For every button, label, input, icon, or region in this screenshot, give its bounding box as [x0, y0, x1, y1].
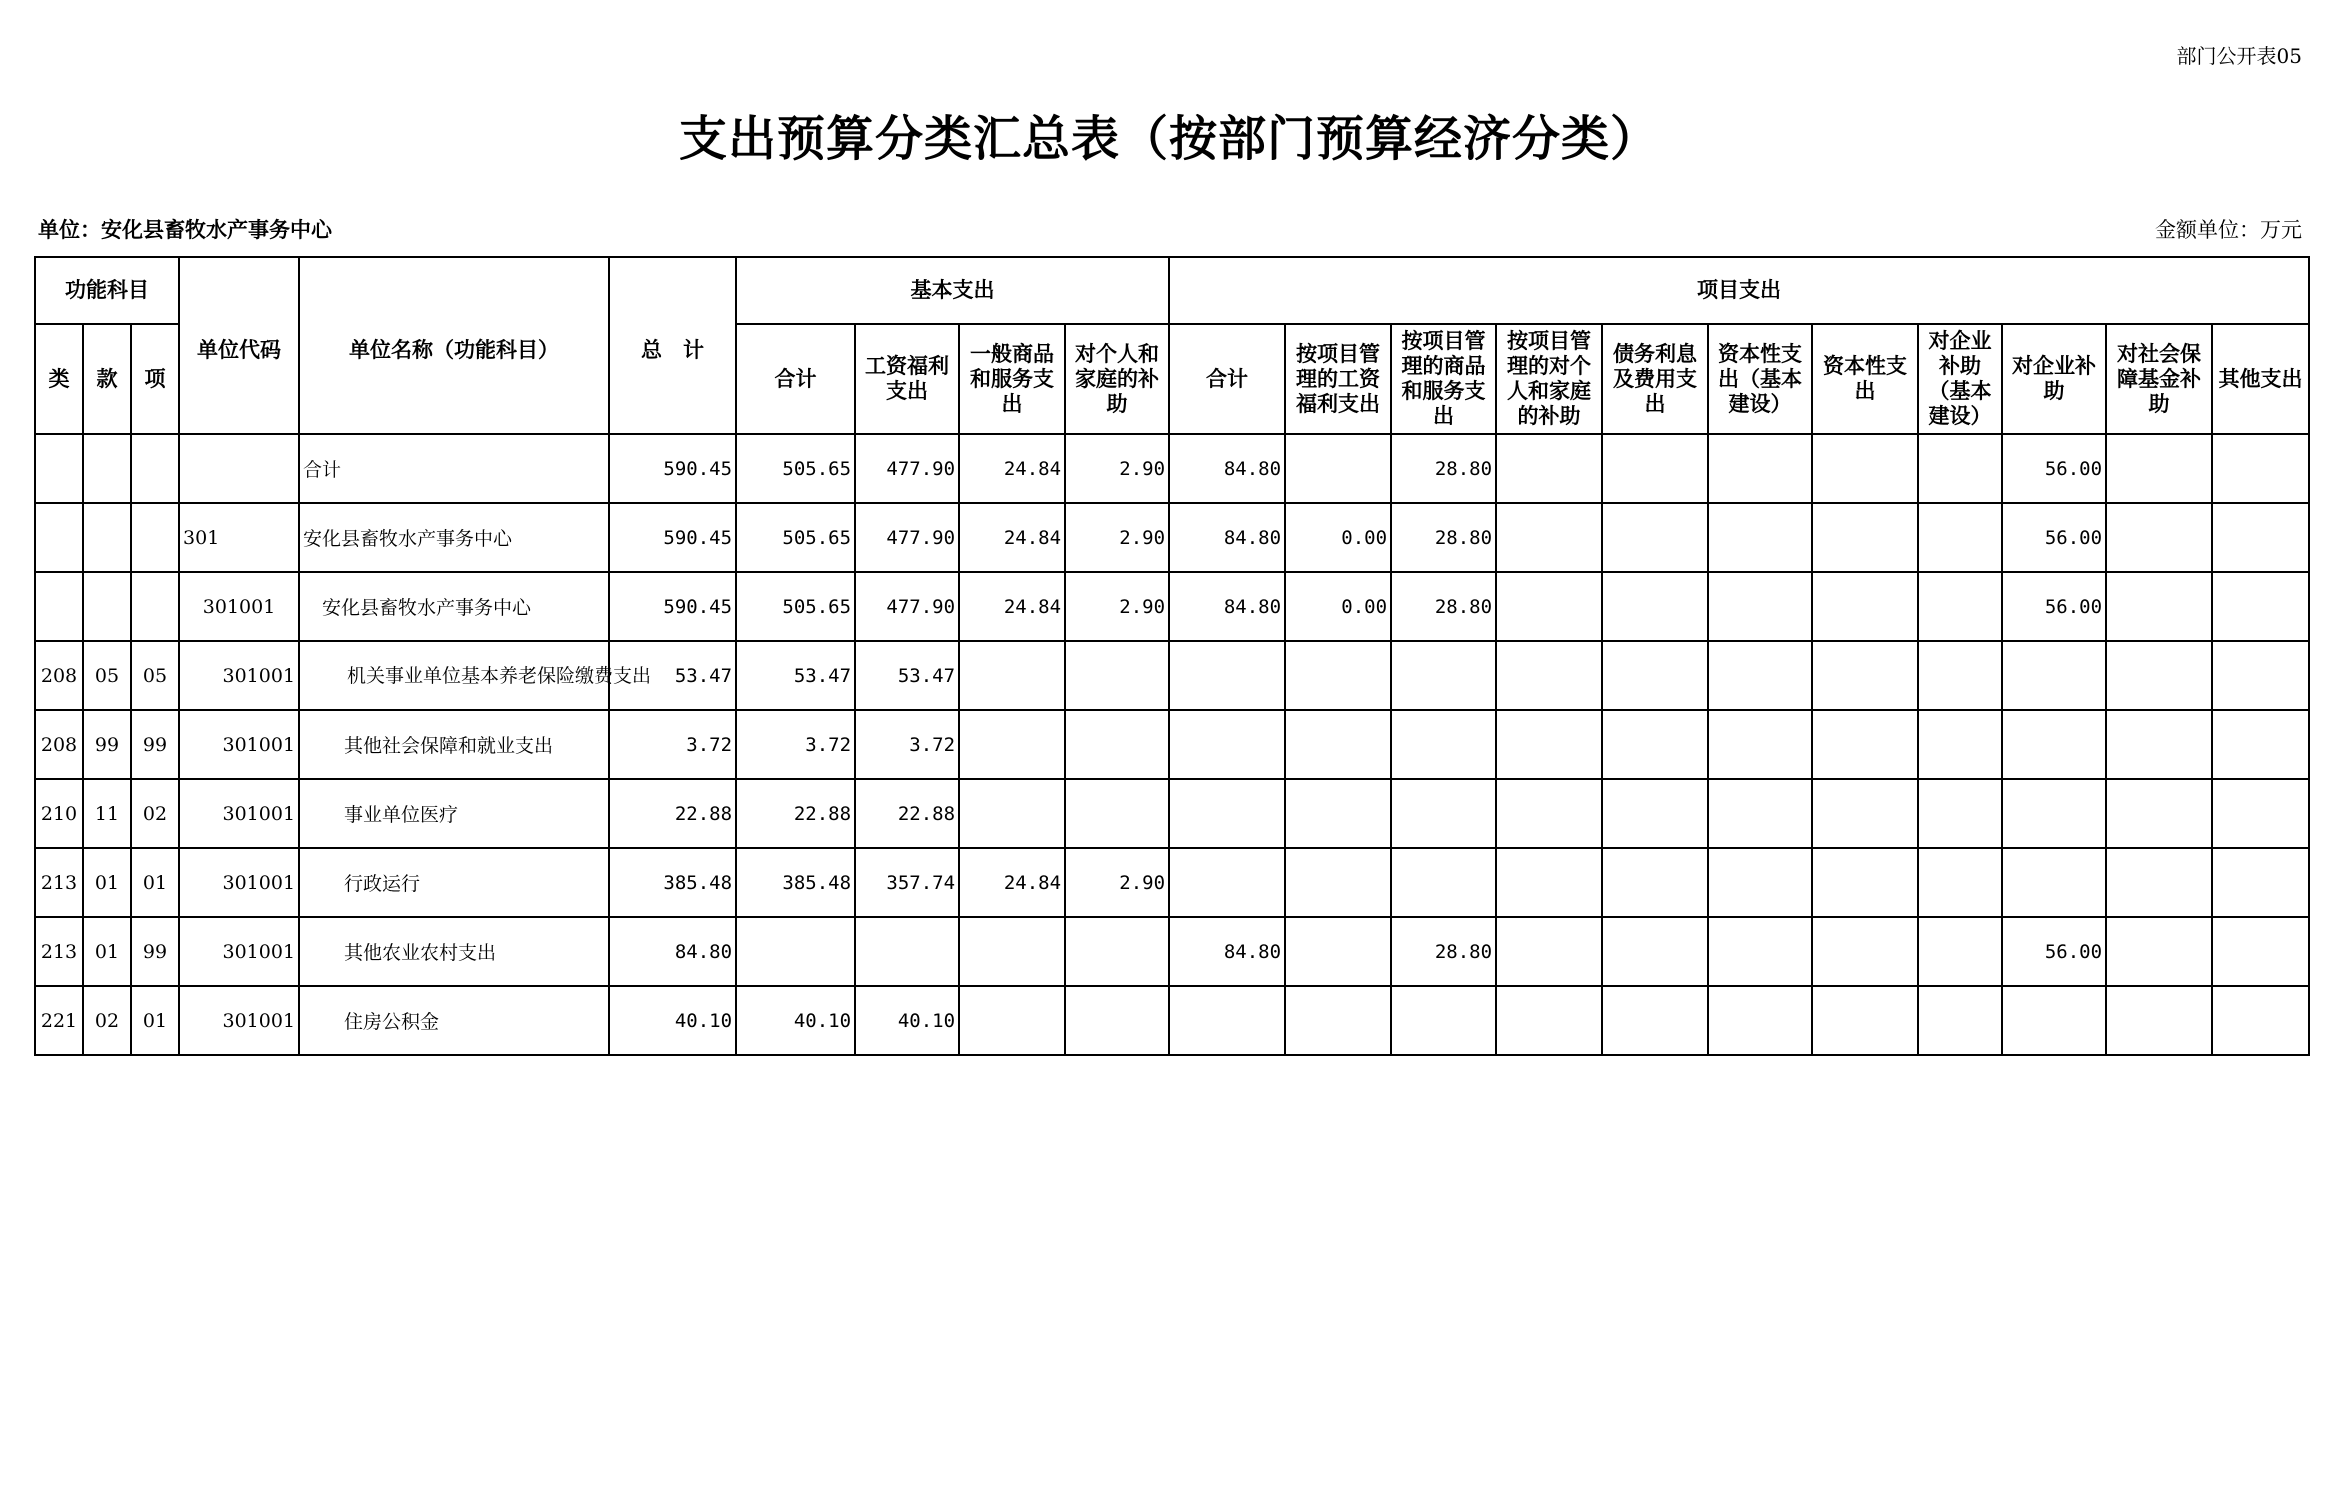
cell-basic-sum: 505.65 [736, 572, 855, 641]
cell-project-capital [1812, 641, 1918, 710]
cell-project-sum: 84.80 [1169, 572, 1285, 641]
header-project-social-security: 对社会保障基金补助 [2106, 324, 2212, 434]
cell-lei [35, 503, 83, 572]
cell-kuan: 99 [83, 710, 131, 779]
cell-total: 3.72 [609, 710, 736, 779]
cell-kuan [83, 503, 131, 572]
cell-unit-code: 301001 [179, 779, 299, 848]
cell-project-capital-base [1708, 848, 1812, 917]
cell-project-capital-base [1708, 503, 1812, 572]
cell-project-social-security [2106, 641, 2212, 710]
cell-xiang: 02 [131, 779, 179, 848]
cell-project-wage [1285, 641, 1391, 710]
cell-basic-personal [1065, 917, 1169, 986]
cell-project-debt [1602, 986, 1708, 1055]
cell-kuan: 01 [83, 917, 131, 986]
cell-kuan: 02 [83, 986, 131, 1055]
cell-basic-goods [959, 641, 1065, 710]
cell-project-debt [1602, 641, 1708, 710]
cell-project-capital [1812, 986, 1918, 1055]
cell-project-enterprise-base [1918, 572, 2002, 641]
cell-basic-sum: 385.48 [736, 848, 855, 917]
cell-lei: 208 [35, 641, 83, 710]
cell-project-capital [1812, 572, 1918, 641]
cell-project-enterprise [2002, 779, 2106, 848]
cell-project-capital-base [1708, 572, 1812, 641]
cell-project-sum: 84.80 [1169, 434, 1285, 503]
cell-project-other [2212, 434, 2309, 503]
cell-lei: 210 [35, 779, 83, 848]
cell-project-debt [1602, 917, 1708, 986]
cell-basic-wage: 40.10 [855, 986, 959, 1055]
cell-basic-sum: 505.65 [736, 434, 855, 503]
cell-basic-sum: 53.47 [736, 641, 855, 710]
cell-project-social-security [2106, 710, 2212, 779]
cell-project-personal [1496, 641, 1602, 710]
header-project-enterprise-base: 对企业补助（基本建设） [1918, 324, 2002, 434]
header-xiang: 项 [131, 324, 179, 434]
cell-basic-wage: 22.88 [855, 779, 959, 848]
cell-project-personal [1496, 986, 1602, 1055]
cell-lei: 208 [35, 710, 83, 779]
cell-project-capital [1812, 503, 1918, 572]
cell-basic-goods [959, 986, 1065, 1055]
cell-project-personal [1496, 503, 1602, 572]
cell-project-sum [1169, 641, 1285, 710]
cell-total: 590.45 [609, 572, 736, 641]
header-basic-goods: 一般商品和服务支出 [959, 324, 1065, 434]
unit-label: 单位：安化县畜牧水产事务中心 [38, 218, 332, 242]
cell-project-wage: 0.00 [1285, 503, 1391, 572]
cell-basic-wage: 357.74 [855, 848, 959, 917]
cell-lei: 221 [35, 986, 83, 1055]
cell-project-wage [1285, 710, 1391, 779]
header-unit-code: 单位代码 [179, 257, 299, 434]
cell-basic-personal [1065, 710, 1169, 779]
header-project-expenditure: 项目支出 [1169, 257, 2309, 324]
cell-kuan: 05 [83, 641, 131, 710]
cell-xiang: 01 [131, 848, 179, 917]
table-row [35, 986, 2309, 1055]
cell-project-other [2212, 572, 2309, 641]
cell-project-other [2212, 503, 2309, 572]
header-project-capital: 资本性支出 [1812, 324, 1918, 434]
cell-unit-code: 301001 [179, 710, 299, 779]
cell-total: 385.48 [609, 848, 736, 917]
table-row [35, 848, 2309, 917]
cell-xiang: 05 [131, 641, 179, 710]
cell-unit-code: 301001 [179, 572, 299, 641]
cell-unit-name: 机关事业单位基本养老保险缴费支出 [299, 641, 609, 710]
cell-xiang: 01 [131, 986, 179, 1055]
cell-basic-personal: 2.90 [1065, 503, 1169, 572]
cell-project-social-security [2106, 986, 2212, 1055]
table-row [35, 710, 2309, 779]
cell-unit-name: 安化县畜牧水产事务中心 [299, 572, 609, 641]
cell-lei [35, 434, 83, 503]
cell-project-debt [1602, 710, 1708, 779]
cell-project-goods: 28.80 [1391, 917, 1496, 986]
table-row [35, 779, 2309, 848]
cell-xiang [131, 572, 179, 641]
cell-project-social-security [2106, 572, 2212, 641]
cell-unit-code [179, 434, 299, 503]
cell-unit-name: 住房公积金 [299, 986, 609, 1055]
cell-basic-wage: 477.90 [855, 572, 959, 641]
header-basic-personal: 对个人和家庭的补助 [1065, 324, 1169, 434]
cell-project-other [2212, 986, 2309, 1055]
header-basic-wage: 工资福利支出 [855, 324, 959, 434]
cell-project-wage [1285, 986, 1391, 1055]
cell-project-enterprise-base [1918, 641, 2002, 710]
cell-project-debt [1602, 503, 1708, 572]
cell-project-capital-base [1708, 917, 1812, 986]
cell-project-goods [1391, 848, 1496, 917]
cell-project-capital-base [1708, 779, 1812, 848]
header-project-enterprise: 对企业补助 [2002, 324, 2106, 434]
table-row [35, 503, 2309, 572]
cell-project-goods: 28.80 [1391, 503, 1496, 572]
cell-basic-goods: 24.84 [959, 503, 1065, 572]
cell-basic-wage: 477.90 [855, 434, 959, 503]
table-row [35, 434, 2309, 503]
cell-lei: 213 [35, 848, 83, 917]
cell-unit-name: 合计 [299, 434, 609, 503]
cell-project-personal [1496, 572, 1602, 641]
cell-project-capital [1812, 779, 1918, 848]
header-project-debt: 债务利息及费用支出 [1602, 324, 1708, 434]
cell-basic-wage: 477.90 [855, 503, 959, 572]
table-row [35, 917, 2309, 986]
cell-total: 53.47 [609, 641, 736, 710]
cell-basic-goods: 24.84 [959, 848, 1065, 917]
cell-total: 590.45 [609, 434, 736, 503]
cell-project-capital-base [1708, 641, 1812, 710]
cell-project-sum [1169, 710, 1285, 779]
cell-project-enterprise [2002, 986, 2106, 1055]
cell-basic-goods [959, 779, 1065, 848]
cell-project-capital-base [1708, 434, 1812, 503]
amount-unit-label: 金额单位：万元 [2155, 218, 2302, 242]
cell-kuan: 01 [83, 848, 131, 917]
cell-project-social-security [2106, 917, 2212, 986]
cell-basic-personal [1065, 986, 1169, 1055]
cell-basic-wage [855, 917, 959, 986]
cell-project-goods: 28.80 [1391, 572, 1496, 641]
page-title: 支出预算分类汇总表（按部门预算经济分类） [678, 111, 1659, 167]
cell-project-capital-base [1708, 986, 1812, 1055]
cell-project-capital [1812, 434, 1918, 503]
header-row-1 [35, 257, 2309, 324]
cell-project-wage [1285, 848, 1391, 917]
cell-lei: 213 [35, 917, 83, 986]
cell-project-personal [1496, 779, 1602, 848]
cell-project-personal [1496, 434, 1602, 503]
cell-unit-name: 其他农业农村支出 [299, 917, 609, 986]
cell-project-social-security [2106, 503, 2212, 572]
budget-table [34, 256, 2310, 1056]
cell-project-social-security [2106, 848, 2212, 917]
cell-project-personal [1496, 848, 1602, 917]
cell-unit-code: 301001 [179, 917, 299, 986]
cell-unit-code: 301 [179, 503, 299, 572]
cell-project-sum [1169, 986, 1285, 1055]
cell-xiang: 99 [131, 917, 179, 986]
cell-unit-name: 其他社会保障和就业支出 [299, 710, 609, 779]
cell-project-personal [1496, 710, 1602, 779]
cell-lei [35, 572, 83, 641]
cell-total: 40.10 [609, 986, 736, 1055]
cell-total: 84.80 [609, 917, 736, 986]
header-project-goods: 按项目管理的商品和服务支出 [1391, 324, 1496, 434]
cell-project-enterprise-base [1918, 434, 2002, 503]
cell-unit-code: 301001 [179, 848, 299, 917]
cell-basic-wage: 53.47 [855, 641, 959, 710]
cell-project-enterprise-base [1918, 986, 2002, 1055]
cell-project-capital [1812, 710, 1918, 779]
cell-project-enterprise [2002, 848, 2106, 917]
form-number: 部门公开表05 [2176, 44, 2302, 68]
cell-unit-name: 安化县畜牧水产事务中心 [299, 503, 609, 572]
cell-project-goods [1391, 986, 1496, 1055]
table-row [35, 572, 2309, 641]
cell-project-social-security [2106, 434, 2212, 503]
header-basic-sum: 合计 [736, 324, 855, 434]
cell-project-wage [1285, 917, 1391, 986]
cell-basic-goods [959, 917, 1065, 986]
cell-unit-name: 行政运行 [299, 848, 609, 917]
header-project-wage: 按项目管理的工资福利支出 [1285, 324, 1391, 434]
cell-basic-personal: 2.90 [1065, 848, 1169, 917]
header-kuan: 款 [83, 324, 131, 434]
header-project-capital-base: 资本性支出（基本建设） [1708, 324, 1812, 434]
cell-project-personal [1496, 917, 1602, 986]
cell-project-enterprise-base [1918, 917, 2002, 986]
cell-project-other [2212, 848, 2309, 917]
header-unit-name: 单位名称（功能科目） [299, 257, 609, 434]
cell-basic-goods: 24.84 [959, 434, 1065, 503]
cell-project-other [2212, 641, 2309, 710]
cell-project-enterprise: 56.00 [2002, 434, 2106, 503]
cell-basic-personal [1065, 779, 1169, 848]
cell-project-goods: 28.80 [1391, 434, 1496, 503]
header-total: 总 计 [609, 257, 736, 434]
cell-project-debt [1602, 848, 1708, 917]
header-basic-expenditure: 基本支出 [736, 257, 1169, 324]
cell-basic-sum: 505.65 [736, 503, 855, 572]
cell-project-enterprise-base [1918, 710, 2002, 779]
cell-project-debt [1602, 434, 1708, 503]
cell-total: 590.45 [609, 503, 736, 572]
cell-basic-sum: 22.88 [736, 779, 855, 848]
header-func-subject: 功能科目 [35, 257, 179, 324]
cell-basic-personal: 2.90 [1065, 434, 1169, 503]
header-project-sum: 合计 [1169, 324, 1285, 434]
cell-unit-code: 301001 [179, 641, 299, 710]
cell-project-other [2212, 917, 2309, 986]
cell-kuan [83, 434, 131, 503]
cell-project-goods [1391, 779, 1496, 848]
cell-basic-goods [959, 710, 1065, 779]
cell-project-sum [1169, 779, 1285, 848]
cell-total: 22.88 [609, 779, 736, 848]
cell-xiang [131, 434, 179, 503]
cell-project-goods [1391, 641, 1496, 710]
cell-kuan [83, 572, 131, 641]
cell-unit-name: 事业单位医疗 [299, 779, 609, 848]
cell-xiang [131, 503, 179, 572]
cell-project-wage [1285, 434, 1391, 503]
cell-project-capital-base [1708, 710, 1812, 779]
cell-kuan: 11 [83, 779, 131, 848]
cell-project-enterprise-base [1918, 779, 2002, 848]
cell-project-other [2212, 779, 2309, 848]
cell-basic-personal: 2.90 [1065, 572, 1169, 641]
cell-project-sum: 84.80 [1169, 503, 1285, 572]
header-project-other: 其他支出 [2212, 324, 2309, 434]
cell-basic-goods: 24.84 [959, 572, 1065, 641]
cell-project-goods [1391, 710, 1496, 779]
header-project-personal: 按项目管理的对个人和家庭的补助 [1496, 324, 1602, 434]
cell-xiang: 99 [131, 710, 179, 779]
cell-project-debt [1602, 572, 1708, 641]
cell-project-capital [1812, 917, 1918, 986]
cell-project-debt [1602, 779, 1708, 848]
table-row [35, 641, 2309, 710]
cell-project-enterprise-base [1918, 503, 2002, 572]
cell-project-enterprise: 56.00 [2002, 572, 2106, 641]
cell-project-other [2212, 710, 2309, 779]
cell-project-capital [1812, 848, 1918, 917]
cell-basic-sum: 3.72 [736, 710, 855, 779]
cell-project-wage: 0.00 [1285, 572, 1391, 641]
cell-project-enterprise: 56.00 [2002, 917, 2106, 986]
header-lei: 类 [35, 324, 83, 434]
cell-project-enterprise-base [1918, 848, 2002, 917]
cell-project-sum: 84.80 [1169, 917, 1285, 986]
cell-basic-sum [736, 917, 855, 986]
cell-basic-wage: 3.72 [855, 710, 959, 779]
cell-project-enterprise [2002, 641, 2106, 710]
cell-basic-personal [1065, 641, 1169, 710]
cell-unit-code: 301001 [179, 986, 299, 1055]
cell-project-social-security [2106, 779, 2212, 848]
cell-project-enterprise [2002, 710, 2106, 779]
cell-project-sum [1169, 848, 1285, 917]
cell-basic-sum: 40.10 [736, 986, 855, 1055]
cell-project-wage [1285, 779, 1391, 848]
cell-project-enterprise: 56.00 [2002, 503, 2106, 572]
